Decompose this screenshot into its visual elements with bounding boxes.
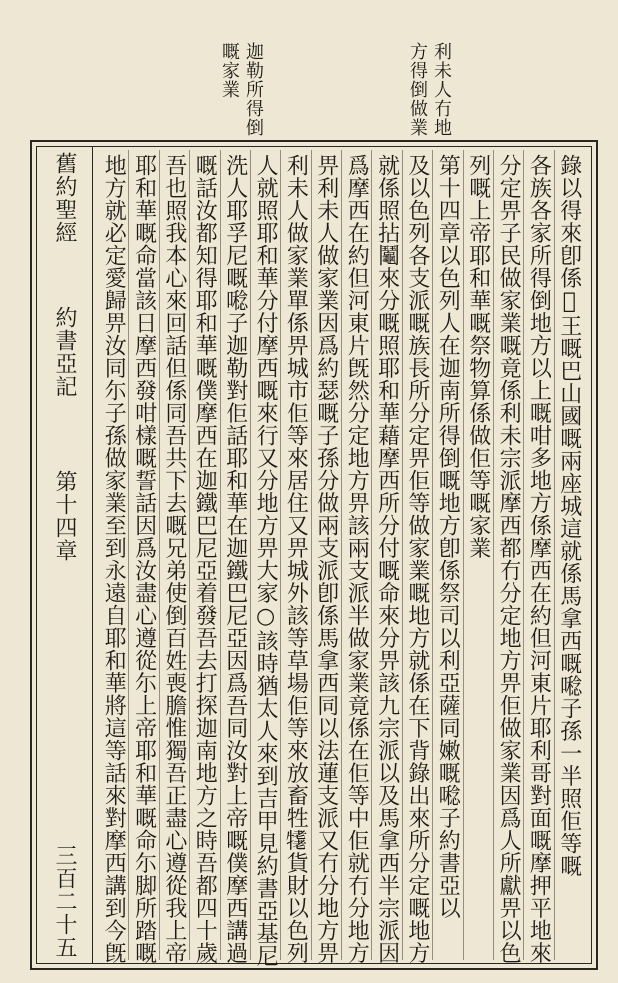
column-rule (523, 150, 524, 960)
text-column: 錄以得來卽係𩀱王嘅巴山國嘅兩座城這就係馬拿西嘅𡀝子孫一半照佢等嘅 (556, 154, 582, 877)
column-rule (493, 150, 494, 960)
top-note-left-2: 嘅家業 (219, 42, 240, 99)
text-column: 各族各家所得倒地方以上嘅咁多地方係摩西在約但河東片耶利哥對面嘅摩押平地來 (526, 154, 552, 964)
top-note-right-2: 方得倒做業 (407, 42, 428, 137)
chapter-label: 第十四章 (52, 470, 77, 562)
book-title: 舊約聖經 (52, 152, 77, 244)
column-rule (554, 150, 555, 960)
text-column: 就係照拈鬮來分嘅照耶和華藉摩西所分付嘅命來分畀該九宗派以及馬拿西半宗派因 (374, 154, 400, 964)
text-column: 分定畀子民做家業嘅竟係利未宗派摩西都冇分定地方畀佢做家業因爲人所獻畀以色 (496, 154, 522, 964)
column-rule (159, 150, 160, 960)
column-rule (189, 150, 190, 960)
column-rule (311, 150, 312, 960)
column-rule (280, 150, 281, 960)
column-rule (371, 150, 372, 960)
column-rule (341, 150, 342, 960)
column-rule (402, 150, 403, 960)
column-rule (220, 150, 221, 960)
text-column: 爲摩西在約但河東片旣然分定地方畀該兩支派半做家業竟係在佢等中佢就冇分地方 (344, 154, 370, 964)
text-column: 利未人做家業單係畀城市佢等來居住又畀城外該等草場佢等來放畜牲𤛪貨財以色列 (283, 154, 309, 964)
text-column: 人就照耶和華分付摩西嘅來行又分地方畀大家○該時猶太人來到吉甲見約書亞基尼 (253, 154, 279, 967)
margin-rule (92, 146, 93, 964)
text-column: 第十四章以色列人在迦南所得倒嘅地方卽係祭司以利亞薩同嫩嘅𡀝子約書亞以 (435, 154, 461, 919)
text-column: 洗人耶孚尼嘅𡀝子迦勒對佢話耶和華在迦鐵巴尼亞因爲吾同汝對上帝嘅僕摩西講過 (222, 154, 248, 964)
text-column: 列嘅上帝耶和華嘅祭物算係做佢等嘅家業 (465, 154, 491, 559)
top-note-right-1: 利未人冇地 (431, 42, 452, 137)
text-column: 畀利未人做家業因爲約瑟嘅子孫分做兩支派卽係馬拿西同以法蓮支派又冇分地方畀 (313, 154, 339, 964)
text-column: 嘅話汝都知得耶和華嘅僕摩西在迦鐵巴尼亞着發吾去打探迦南地方之時吾都四十歲 (192, 154, 218, 964)
text-column: 耶和華嘅命當該日摩西發咁樣嘅誓話因爲汝盡心遵從尓上帝耶和華嘅命尓脚所踏嘅 (131, 154, 157, 964)
column-rule (432, 150, 433, 960)
text-column: 吾也照我本心來回話但係同吾共下去嘅兄弟使倒百姓喪膽惟獨吾正盡心遵從我上帝 (161, 154, 187, 964)
page-number: 三百二十五 (52, 844, 77, 959)
text-column: 及以色列各支派嘅族長所分定畀佢等做家業嘅地方就係在下背錄出來所分定嘅地方 (404, 154, 430, 964)
book-name: 約書亞記 (52, 306, 77, 398)
column-rule (128, 150, 129, 960)
text-column: 地方就必定愛歸畀汝同尓子孫做家業至到永遠自耶和華將這等話來對摩西講到今旣 (101, 154, 127, 964)
column-rule (463, 150, 464, 960)
column-rule (250, 150, 251, 960)
top-note-left-1: 迦勒所得倒 (243, 42, 264, 137)
